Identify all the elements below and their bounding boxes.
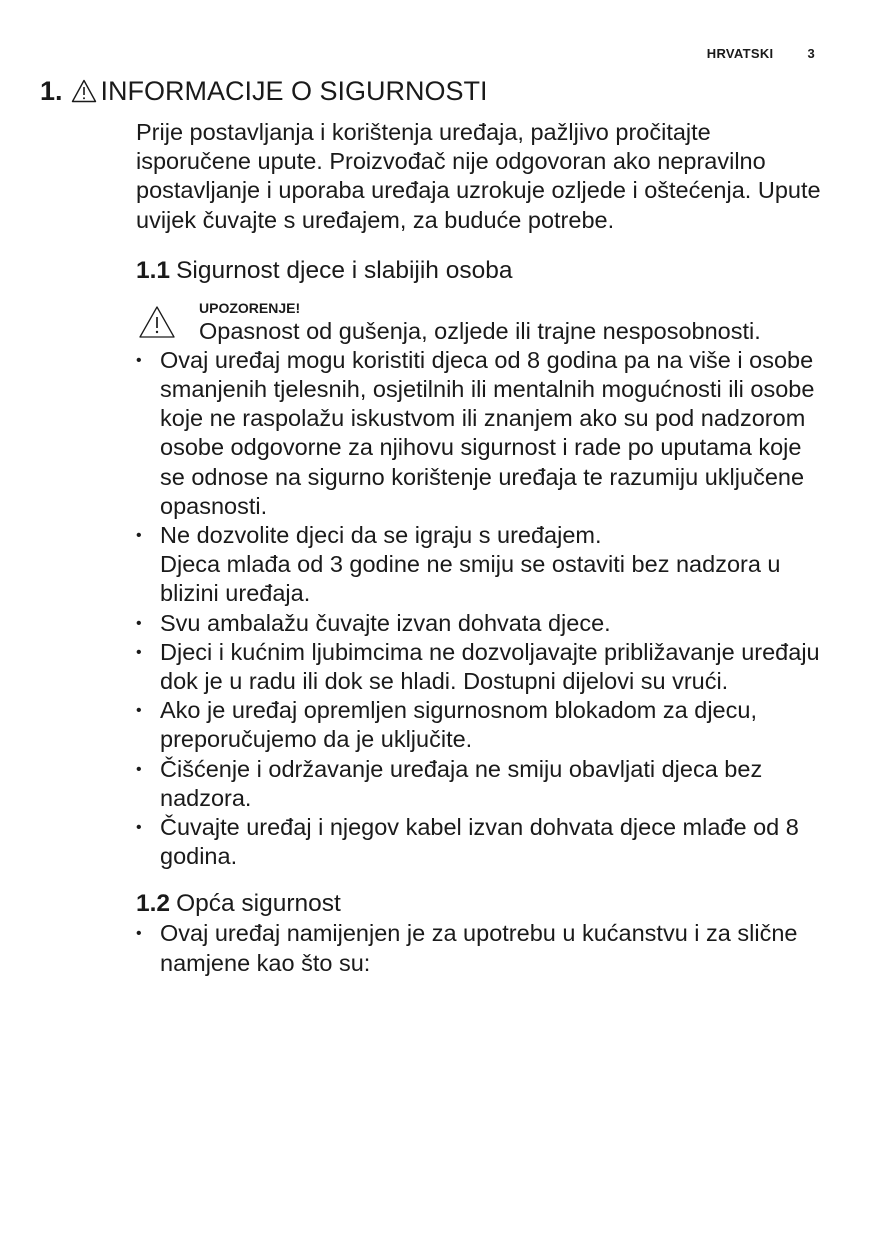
- warning-triangle-icon: [138, 305, 176, 346]
- list-item-text: Ne dozvolite djeci da se igraju s uređajem.: [160, 522, 602, 549]
- warning-text: Opasnost od gušenja, ozljede ili trajne nesposobnosti.: [199, 317, 761, 344]
- list-item: • Svu ambalažu čuvajte izvan dohvata djece.: [136, 609, 826, 638]
- chapter-heading: INFORMACIJE O SIGURNOSTI: [100, 76, 488, 106]
- section-1-1-list: [136, 346, 826, 872]
- header-page-number: 3: [807, 46, 815, 61]
- intro-paragraph: Prije postavljanja i korištenja uređaja, pažljivo pročitajte isporučene upute. Proizvođač nije odgovoran ako nepravilno postavljanje i uporaba uređaja uzrokuje ozljede i oštećenja. Upute uvijek čuvajte s uređajem, za buduće potrebe.: [136, 119, 821, 233]
- list-item: • Čišćenje i održavanje uređaja ne smiju obavljati djeca bez nadzora.: [136, 755, 826, 813]
- warning-triangle-icon: [71, 79, 97, 103]
- list-item: [136, 521, 826, 609]
- warning-label: UPOZORENJE!: [199, 299, 301, 316]
- section-1-2-number: 1.2: [136, 890, 171, 918]
- list-item-text: Djeca mlađa od 3 godine ne smiju se ostaviti bez nadzora u blizini uređaja.: [160, 551, 781, 607]
- list-item: • Djeci i kućnim ljubimcima ne dozvoljavajte približavanje uređaju dok je u radu ili dok se hladi. Dostupni dijelovi su vrući.: [136, 638, 826, 696]
- list-item: • Ovaj uređaj namijenjen je za upotrebu u kućanstvu i za slične namjene kao što su:: [136, 919, 826, 977]
- section-1-1-number: 1.1: [136, 256, 171, 284]
- chapter-title: [40, 74, 488, 108]
- chapter-number: 1.: [40, 76, 63, 106]
- main-content: [136, 118, 826, 978]
- list-item: • Čuvajte uređaj i njegov kabel izvan dohvata djece mlađe od 8 godina.: [136, 813, 826, 871]
- list-item: • Ovaj uređaj mogu koristiti djeca od 8 godina pa na više i osobe smanjenih tjelesnih, osjetilnih ili mentalnih mogućnosti ili osobe koje ne raspolažu iskustvom ili znanjem ako su pod nadzorom osobe odgovorne za njihovu sigurnost i rade po uputama koje se odnose na sigurno korištenje uređaja te razumiju uključene opasnosti.: [136, 346, 826, 521]
- section-1-1-title: [136, 256, 826, 286]
- section-1-1-heading: Sigurnost djece i slabijih osoba: [176, 256, 513, 284]
- list-item: • Ako je uređaj opremljen sigurnosnom blokadom za djecu, preporučujemo da je uključite.: [136, 696, 826, 754]
- section-1-2-list: [136, 919, 826, 977]
- warning-box: [136, 299, 826, 346]
- header-language: HRVATSKI: [706, 46, 774, 61]
- section-1-2-heading: Opća sigurnost: [176, 890, 341, 918]
- page-header: [707, 46, 815, 61]
- section-1-2-title: [136, 889, 826, 919]
